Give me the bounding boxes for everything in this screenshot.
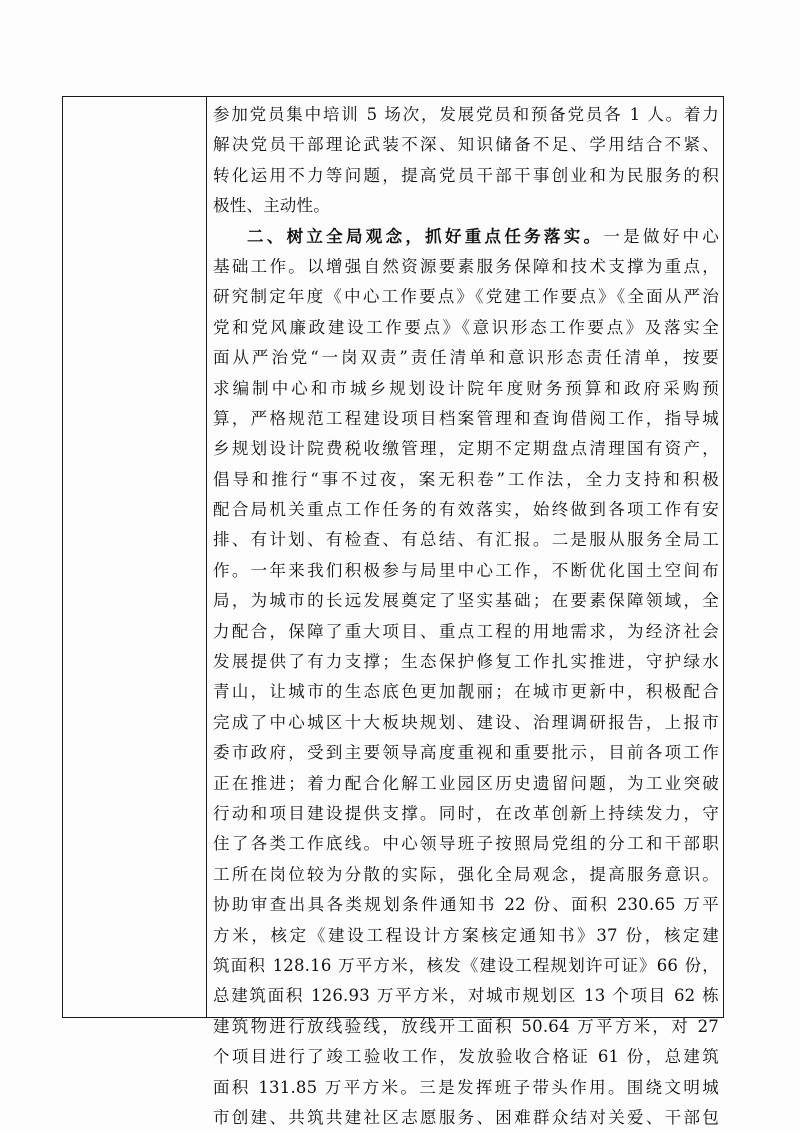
text-line — [213, 525, 719, 555]
line-text: 倡导和推行“事不过夜，案无积卷”工作法，全力支持和积极 — [213, 469, 719, 489]
line-text: 面积 131.85 万平方米。三是发挥班子带头作用。围绕文明城 — [213, 1077, 719, 1097]
text-line — [213, 890, 719, 920]
text-line — [213, 191, 719, 221]
text-line — [213, 799, 719, 829]
text-line — [213, 313, 719, 343]
line-text: 行动和项目建设提供支撑。同时，在改革创新上持续发力，守 — [213, 803, 719, 823]
line-text: 极性、主动性。 — [213, 196, 330, 216]
body-text-cell — [213, 100, 719, 1133]
line-text: 方米，核定《建设工程设计方案核定通知书》37 份，核定建 — [213, 925, 719, 945]
line-text: 正在推进；着力配合化解工业园区历史遗留问题，为工业突破 — [213, 773, 719, 793]
line-text: 筑面积 128.16 万平方米，核发《建设工程规划许可证》66 份， — [213, 955, 719, 975]
text-line — [213, 1073, 719, 1103]
text-line — [213, 252, 719, 282]
line-text: 总建筑面积 126.93 万平方米，对城市规划区 13 个项目 62 栋 — [213, 986, 719, 1006]
column-divider — [206, 96, 207, 1018]
text-line — [213, 829, 719, 859]
text-line — [213, 374, 719, 404]
text-line — [213, 161, 719, 191]
line-text: 排、有计划、有检查、有总结、有汇报。二是服从服务全局工 — [213, 530, 719, 550]
line-text: 配合局机关重点工作任务的有效落实，始终做到各项工作有安 — [213, 500, 719, 520]
line-text: 协助审查出具各类规划条件通知书 22 份、面积 230.65 万平 — [213, 895, 719, 915]
text-line — [213, 556, 719, 586]
text-line — [213, 282, 719, 312]
line-text: 局，为城市的长远发展奠定了坚实基础；在要素保障领域，全 — [213, 591, 719, 611]
line-text: 转化运用不力等问题，提高党员干部干事创业和为民服务的积 — [213, 165, 719, 185]
line-text: 住了各类工作底线。中心领导班子按照局党组的分工和干部职 — [213, 834, 719, 854]
text-line — [213, 495, 719, 525]
text-line — [213, 1103, 719, 1133]
line-text: 个项目进行了竣工验收工作，发放验收合格证 61 份，总建筑 — [213, 1047, 719, 1067]
text-line — [213, 1012, 719, 1042]
line-text: 作。一年来我们积极参与局里中心工作，不断优化国土空间布 — [213, 560, 719, 580]
line-text: 解决党员干部理论武装不深、知识储备不足、学用结合不紧、 — [213, 135, 719, 155]
text-line — [213, 1042, 719, 1072]
text-line — [213, 921, 719, 951]
line-text: 建筑物进行放线验线，放线开工面积 50.64 万平方米，对 27 — [213, 1016, 719, 1036]
line-text: 面从严治党“一岗双责”责任清单和意识形态责任清单，按要 — [213, 348, 719, 368]
text-line — [213, 434, 719, 464]
text-line — [213, 617, 719, 647]
text-line — [213, 951, 719, 981]
line-text: 党和党风廉政建设工作要点》《意识形态工作要点》及落实全 — [213, 317, 719, 337]
line-text: 力配合，保障了重大项目、重点工程的用地需求，为经济社会 — [213, 621, 719, 641]
line-text: 青山，让城市的生态底色更加靓丽；在城市更新中，积极配合 — [213, 682, 719, 702]
line-text: 求编制中心和市城乡规划设计院年度财务预算和政府采购预 — [213, 378, 719, 398]
line-text: 工所在岗位较为分散的实际，强化全局观念，提高服务意识。 — [213, 864, 719, 884]
line-text: 完成了中心城区十大板块规划、建设、治理调研报告，上报市 — [213, 712, 719, 732]
text-line — [213, 343, 719, 373]
line-text: 基础工作。以增强自然资源要素服务保障和技术支撑为重点， — [213, 256, 719, 276]
line-text: 发展提供了有力支撑；生态保护修复工作扎实推进，守护绿水 — [213, 652, 719, 672]
line-text: 乡规划设计院费税收缴管理，定期不定期盘点清理国有资产， — [213, 439, 719, 459]
line-text: 参加党员集中培训 5 场次，发展党员和预备党员各 1 人。着力 — [213, 105, 719, 124]
text-line — [213, 769, 719, 799]
text-line — [213, 677, 719, 707]
text-line — [213, 404, 719, 434]
line-text: 研究制定年度《中心工作要点》《党建工作要点》《全面从严治 — [213, 287, 719, 307]
section-heading: 二、树立全局观念，抓好重点任务落实。 — [247, 226, 604, 246]
line-text: 算，严格规范工程建设项目档案管理和查询借阅工作，指导城 — [213, 408, 719, 428]
text-line — [213, 222, 719, 252]
line-text: 委市政府，受到主要领导高度重视和重要批示，目前各项工作 — [213, 743, 719, 763]
text-line — [213, 130, 719, 160]
text-line — [213, 100, 719, 130]
line-text: 一是做好中心 — [603, 226, 719, 246]
text-line — [213, 981, 719, 1011]
text-line — [213, 465, 719, 495]
left-empty-cell — [62, 96, 206, 1018]
text-line — [213, 738, 719, 768]
text-line — [213, 860, 719, 890]
text-line — [213, 708, 719, 738]
text-line — [213, 586, 719, 616]
text-line — [213, 647, 719, 677]
line-text: 市创建、共筑共建社区志愿服务、困难群众结对关爱、干部包 — [213, 1107, 719, 1127]
